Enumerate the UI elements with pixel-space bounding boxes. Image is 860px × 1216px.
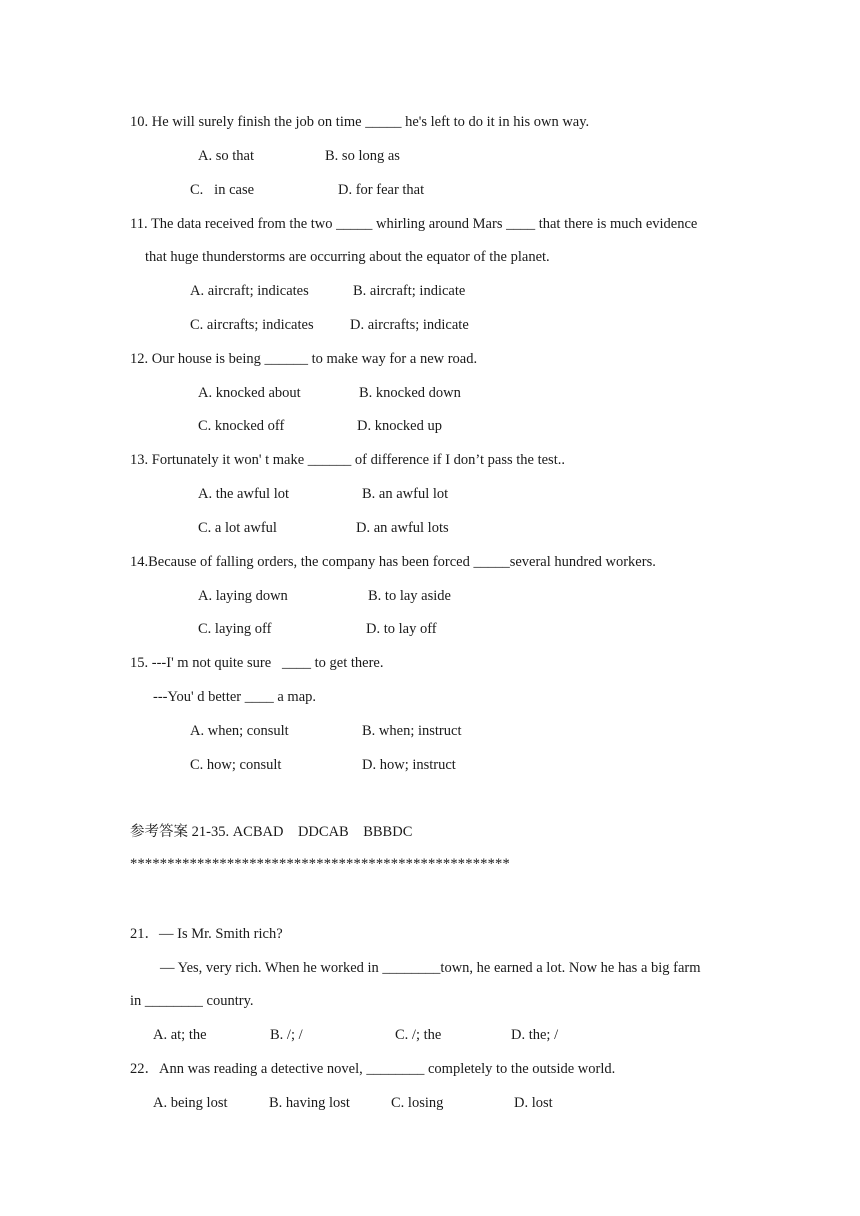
q14-option-c: C. laying off — [198, 621, 272, 637]
q11-option-a: A. aircraft; indicates — [190, 283, 309, 299]
q12-option-c: C. knocked off — [198, 418, 285, 434]
q21-stem-line2: — Yes, very rich. When he worked in ________town, he earned a lot. Now he has a big farm — [160, 960, 701, 976]
q15-stem-line2: ---You' d better ____ a map. — [153, 689, 317, 705]
q21-stem-line1: 21．— Is Mr. Smith rich? — [130, 926, 283, 942]
q22-stem: 22．Ann was reading a detective novel, ________ completely to the outside world. — [130, 1061, 616, 1077]
q10-option-b: B. so long as — [325, 148, 400, 164]
q12-stem: 12. Our house is being ______ to make way for a new road. — [130, 351, 478, 367]
q22-option-b: B. having lost — [269, 1095, 350, 1111]
q13-option-b: B. an awful lot — [362, 486, 449, 502]
q11-stem-line1: 11. The data received from the two _____ whirling around Mars ____ that there is much evidence — [130, 216, 698, 232]
q14-stem: 14.Because of falling orders, the company has been forced _____several hundred workers. — [130, 554, 656, 570]
q14-option-d: D. to lay off — [366, 621, 437, 637]
q10-option-d: D. for fear that — [338, 182, 425, 198]
q22-option-c: C. losing — [391, 1095, 444, 1111]
q13-option-c: C. a lot awful — [198, 520, 277, 536]
q14-option-a: A. laying down — [198, 588, 288, 604]
q21-option-b: B. /; / — [270, 1027, 303, 1043]
answer-key: 参考答案 21-35. ACBAD DDCAB BBBDC — [130, 824, 413, 840]
q11-option-b: B. aircraft; indicate — [353, 283, 466, 299]
q14-option-b: B. to lay aside — [368, 588, 451, 604]
q13-option-d: D. an awful lots — [356, 520, 449, 536]
q15-option-a: A. when; consult — [190, 723, 289, 739]
q15-option-c: C. how; consult — [190, 757, 282, 773]
q15-option-b: B. when; instruct — [362, 723, 462, 739]
q13-option-a: A. the awful lot — [198, 486, 290, 502]
q21-option-a: A. at; the — [153, 1027, 207, 1043]
q13-stem: 13. Fortunately it won' t make ______ of difference if I don’t pass the test.. — [130, 452, 565, 468]
q12-option-b: B. knocked down — [359, 385, 461, 401]
q21-stem-line3: in ________ country. — [130, 993, 254, 1009]
separator-line: *************************************************** — [130, 856, 510, 872]
q15-option-d: D. how; instruct — [362, 757, 456, 773]
q22-option-d: D. lost — [514, 1095, 553, 1111]
q22-option-a: A. being lost — [153, 1095, 228, 1111]
q12-option-a: A. knocked about — [198, 385, 301, 401]
q21-option-c: C. /; the — [395, 1027, 442, 1043]
q21-option-d: D. the; / — [511, 1027, 559, 1043]
q12-option-d: D. knocked up — [357, 418, 442, 434]
q11-option-d: D. aircrafts; indicate — [350, 317, 469, 333]
q10-stem: 10. He will surely finish the job on time _____ he's left to do it in his own way. — [130, 114, 590, 130]
q10-option-c: C. in case — [190, 182, 255, 198]
q11-option-c: C. aircrafts; indicates — [190, 317, 314, 333]
q11-stem-line2: that huge thunderstorms are occurring about the equator of the planet. — [145, 249, 550, 265]
q15-stem-line1: 15. ---I' m not quite sure ____ to get there. — [130, 655, 384, 671]
q10-option-a: A. so that — [198, 148, 254, 164]
